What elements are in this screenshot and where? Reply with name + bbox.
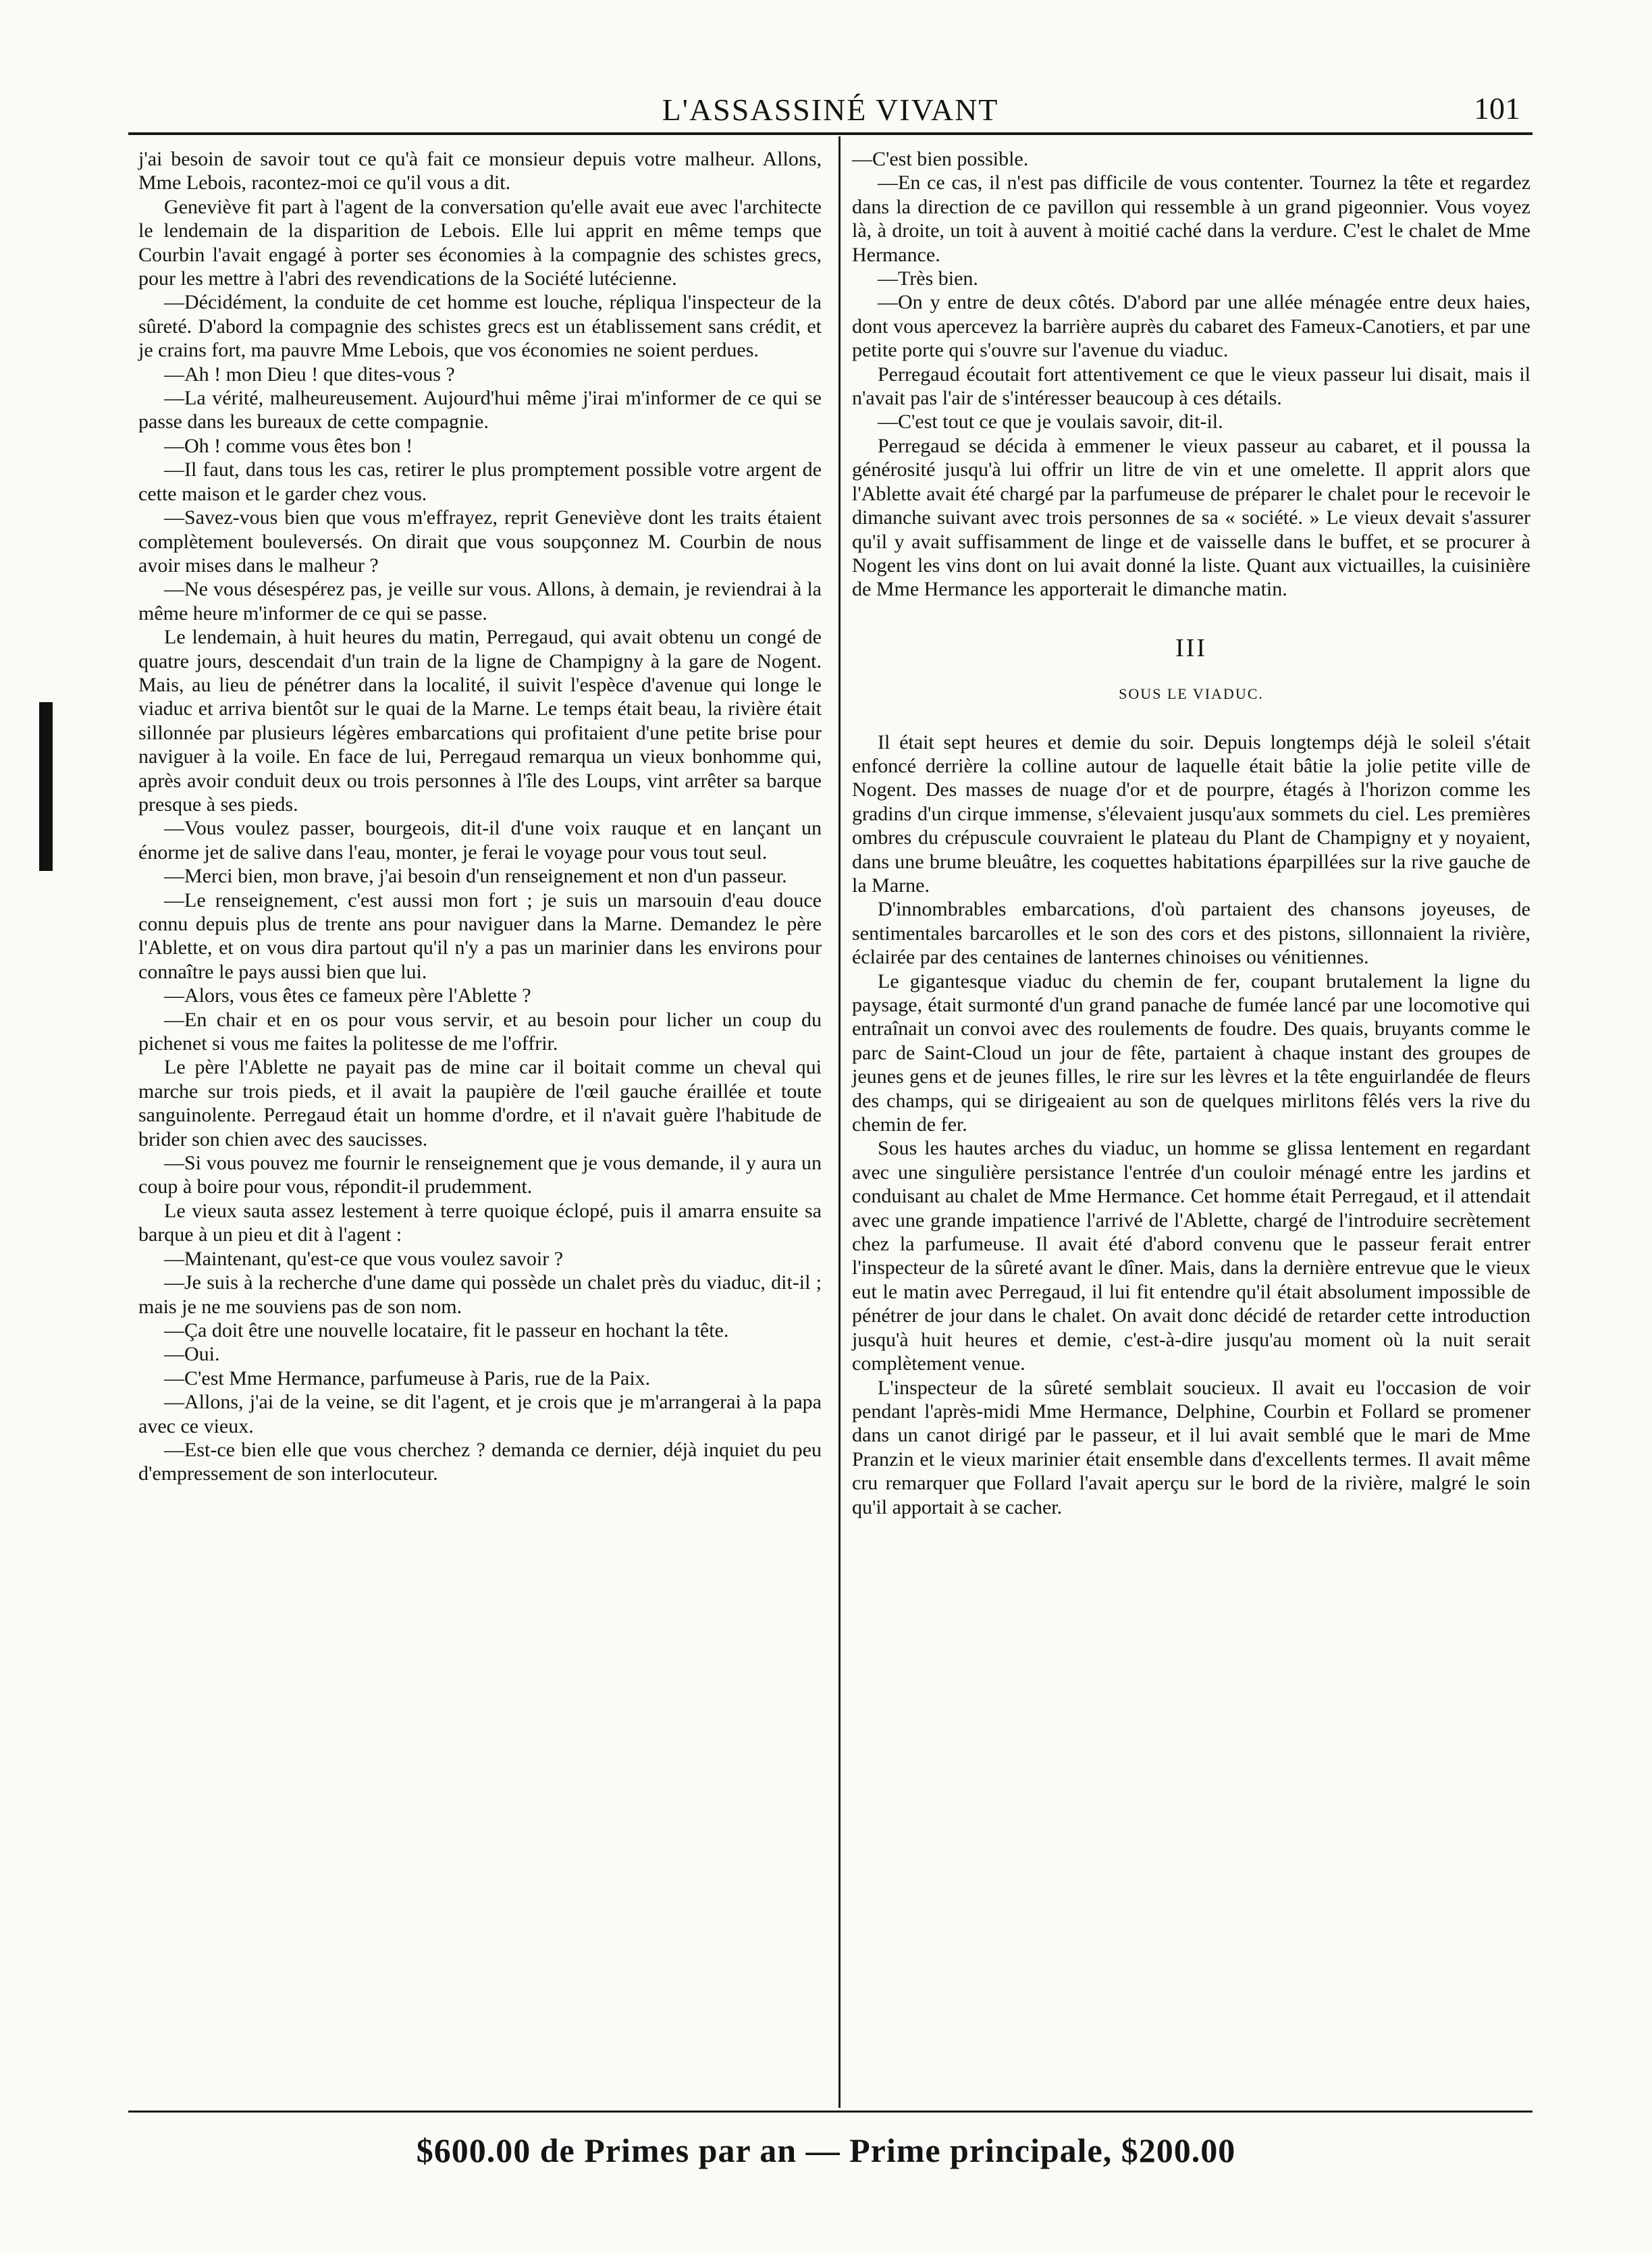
margin-bar: [39, 702, 53, 871]
paragraph: —Allons, j'ai de la veine, se dit l'agent, et je crois que je m'arrangerai à la papa avec ce vieux.: [138, 1391, 822, 1437]
footer-banner: $600.00 de Primes par an — Prime principale, $200.00: [416, 2131, 1236, 2169]
left-column: [138, 147, 822, 1486]
header-rule: [128, 132, 1533, 135]
paragraph: j'ai besoin de savoir tout ce qu'à fait ce monsieur depuis votre malheur. Allons, Mme Lebois, racontez-moi ce qu'il vous a dit.: [138, 148, 822, 194]
paragraph: —C'est Mme Hermance, parfumeuse à Paris, rue de la Paix.: [164, 1367, 651, 1389]
paragraph: D'innombrables embarcations, d'où partaient des chansons joyeuses, de sentimentales barcarolles et le son des cors et des pistons, sillonnaient la rivière, éclairée par des centaines de lanternes chinoises ou vénitiennes.: [852, 898, 1530, 969]
paragraph: —Ne vous désespérez pas, je veille sur vous. Allons, à demain, je reviendrai à la même heure m'informer de ce qui se passe.: [138, 578, 822, 625]
column-divider: [838, 136, 841, 2108]
paragraph: Le gigantesque viaduc du chemin de fer, coupant brutalement la ligne du paysage, était surmonté d'un grand panache de fumée lancé par une locomotive qui entraînait un convoi avec des roulements de foudre. Des quais, bruyants comme le parc de Saint-Cloud un jour de fête, partaient à chaque instant des groupes de jeunes gens et de jeunes filles, le rire sur les lèvres et la tête enguirlandée de fleurs des champs, qui se dirigeaient au son de quelques mirlitons fêlés vers la rive du chemin de fer.: [852, 970, 1530, 1136]
right-column-text-after: [852, 731, 1530, 1519]
paragraph: —La vérité, malheureusement. Aujourd'hui même j'irai m'informer de ce qui se passe dans les bureaux de cette compagnie.: [138, 387, 822, 433]
paragraph: —Savez-vous bien que vous m'effrayez, reprit Geneviève dont les traits étaient complètement bouleversés. On dirait que vous soupçonnez M. Courbin de nous avoir mises dans le malheur ?: [138, 506, 822, 577]
paragraph: Le père l'Ablette ne payait pas de mine car il boitait comme un cheval qui marche sur trois pieds, et il avait la paupière de l'œil gauche éraillée et toute sanguinolente. Perregaud était un homme d'ordre, et il n'avait guère l'habitude de brider son chien avec des saucisses.: [138, 1056, 822, 1150]
paragraph: —Ça doit être une nouvelle locataire, fit le passeur en hochant la tête.: [164, 1319, 729, 1342]
paragraph: —Très bien.: [878, 267, 978, 290]
paragraph: Geneviève fit part à l'agent de la conversation qu'elle avait eue avec l'architecte le lendemain de la disparition de Lebois. Elle lui apprit en même temps que Courbin l'avait engagé à porter ses économies à la compagnie des schistes grecs, pour les mettre à l'abri des revendications de la Société lutécienne.: [138, 195, 822, 290]
paragraph: —Est-ce bien elle que vous cherchez ? demanda ce dernier, déjà inquiet du peu d'empressement de son interlocuteur.: [138, 1438, 822, 1485]
paragraph: —Le renseignement, c'est aussi mon fort ; je suis un marsouin d'eau douce connu depuis plus de trente ans pour naviguer dans la Marne. Demandez le père l'Ablette, et on vous dira partout qu'il n'y a pas un marinier dans les environs pour connaître le pays aussi bien que lui.: [138, 888, 822, 983]
running-title: L'ASSASSINÉ VIVANT: [662, 92, 999, 127]
paragraph: —Ah ! mon Dieu ! que dites-vous ?: [164, 363, 455, 386]
paragraph: —Alors, vous êtes ce fameux père l'Ablette ?: [164, 984, 531, 1007]
paragraph: Perregaud se décida à emmener le vieux passeur au cabaret, et il poussa la générosité jusqu'à lui offrir un litre de vin et une omelette. Il apprit alors que l'Ablette avait été chargé par la parfumeuse de préparer le chalet pour le recevoir le dimanche suivant avec trois personnes de sa « société. » Le vieux devait s'assurer qu'il y avait suffisamment de linge et de vaisselle dans le buffet, et se procurer à Nogent les vins dont on lui avait donné la liste. Quant aux victuailles, la cuisinière de Mme Hermance les apporterait le dimanche matin.: [852, 434, 1530, 601]
paragraph: —En ce cas, il n'est pas difficile de vous contenter. Tournez la tête et regardez dans la direction de ce pavillon qui ressemble à un grand pigeonnier. Vous voyez là, à droite, un toit à auvent à moitié caché dans la verdure. C'est le chalet de Mme Hermance.: [852, 171, 1530, 266]
paragraph: —En chair et en os pour vous servir, et au besoin pour licher un coup du pichenet si vous me faites la politesse de me l'offrir.: [138, 1008, 822, 1055]
paragraph: —Oui.: [164, 1343, 220, 1366]
paragraph: —Merci bien, mon brave, j'ai besoin d'un renseignement et non d'un passeur.: [164, 865, 787, 888]
paragraph: —Je suis à la recherche d'une dame qui possède un chalet près du viaduc, dit-il ; mais je ne me souviens pas de son nom.: [138, 1271, 822, 1318]
page-header: [128, 88, 1533, 128]
paragraph: Il était sept heures et demie du soir. Depuis longtemps déjà le soleil s'était enfoncé derrière la colline autour de laquelle était bâtie la jolie petite ville de Nogent. Des masses de nuage d'or et de pourpre, étagés à l'horizon comme les gradins d'un cirque immense, s'élevaient jusqu'aux sommets du ciel. Les premières ombres du crépuscule couvraient le plateau du Plant de Champigny et y noyaient, dans une brume bleuâtre, les coquettes habitations éparpillées sur la rive gauche de la Marne.: [852, 731, 1530, 897]
paragraph: —Si vous pouvez me fournir le renseignement que je vous demande, il y aura un coup à boire pour vous, répondit-il prudemment.: [138, 1152, 822, 1198]
paragraph: Perregaud écoutait fort attentivement ce que le vieux passeur lui disait, mais il n'avait pas l'air de s'intéresser beaucoup à ces détails.: [852, 363, 1530, 410]
chapter-title: SOUS LE VIADUC.: [1119, 685, 1264, 703]
paragraph: —Oh ! comme vous êtes bon !: [164, 434, 413, 457]
right-column-text-before: [852, 147, 1530, 602]
chapter-number: III: [1175, 633, 1207, 662]
paragraph: —Décidément, la conduite de cet homme est louche, répliqua l'inspecteur de la sûreté. D'abord la compagnie des schistes grecs est un établissement sans crédit, et je crains fort, ma pauvre Mme Lebois, que vos économies ne soient perdues.: [138, 291, 822, 362]
right-column: [852, 147, 1530, 1519]
paragraph: —C'est bien possible.: [852, 148, 1029, 170]
page-number: 101: [1474, 91, 1520, 126]
paragraph: Le vieux sauta assez lestement à terre quoique éclopé, puis il amarra ensuite sa barque à un pieu et dit à l'agent :: [138, 1199, 822, 1246]
paragraph: —C'est tout ce que je voulais savoir, dit-il.: [878, 410, 1223, 433]
paragraph: L'inspecteur de la sûreté semblait soucieux. Il avait eu l'occasion de voir pendant l'après-midi Mme Hermance, Delphine, Courbin et Follard se promener dans un canot dirigé par le passeur, et il lui avait semblé que le mari de Mme Pranzin et le vieux marinier était ensemble dans d'excellents termes. Il avait même cru remarquer que Follard l'avait aperçu sur le bord de la rivière, malgré le soin qu'il apportait à se cacher.: [852, 1376, 1530, 1518]
bottom-rule: [128, 2111, 1533, 2113]
paragraph: —Vous voulez passer, bourgeois, dit-il d'une voix rauque et en lançant un énorme jet de salive dans l'eau, monter, je ferai le voyage pour vous tout seul.: [138, 817, 822, 864]
paragraph: Le lendemain, à huit heures du matin, Perregaud, qui avait obtenu un congé de quatre jours, descendait d'un train de la ligne de Champigny à la gare de Nogent. Mais, au lieu de pénétrer dans la localité, il suivit l'espèce d'avenue qui longe le viaduc et arriva bientôt sur le quai de la Marne. Le temps était beau, la rivière était sillonnée par plusieurs légères embarcations qui profitaient d'une petite brise pour naviguer à la voile. En face de lui, Perregaud remarqua un vieux bonhomme qui, après avoir conduit deux ou trois personnes à l'île des Loups, vint arrêter sa barque presque à ses pieds.: [138, 626, 822, 816]
paragraph: —On y entre de deux côtés. D'abord par une allée ménagée entre deux haies, dont vous apercevez la barrière auprès du cabaret des Fameux-Canotiers, et par une petite porte qui s'ouvre sur l'avenue du viaduc.: [852, 291, 1530, 362]
paragraph: Sous les hautes arches du viaduc, un homme se glissa lentement en regardant avec une singulière persistance l'entrée d'un couloir ménagé entre les jardins et conduisant au chalet de Mme Hermance. Cet homme était Perregaud, et il attendait avec une grande impatience l'arrivé de l'Ablette, chargé de l'introduire secrètement chez la parfumeuse. Il avait été d'abord convenu que le passeur ferait entrer l'inspecteur de la sûreté avant le dîner. Mais, dans la dernière entrevue que le vieux eut le matin avec Perregaud, il lui fit entendre qu'il était absolument impossible de pénétrer de jour dans le chalet. On avait donc décidé de retarder cette introduction jusqu'à huit heures et demie, c'est-à-dire jusqu'au moment où la nuit serait complètement venue.: [852, 1137, 1530, 1375]
paragraph: —Maintenant, qu'est-ce que vous voulez savoir ?: [164, 1247, 564, 1270]
paragraph: —Il faut, dans tous les cas, retirer le plus promptement possible votre argent de cette maison et le garder chez vous.: [138, 458, 822, 505]
